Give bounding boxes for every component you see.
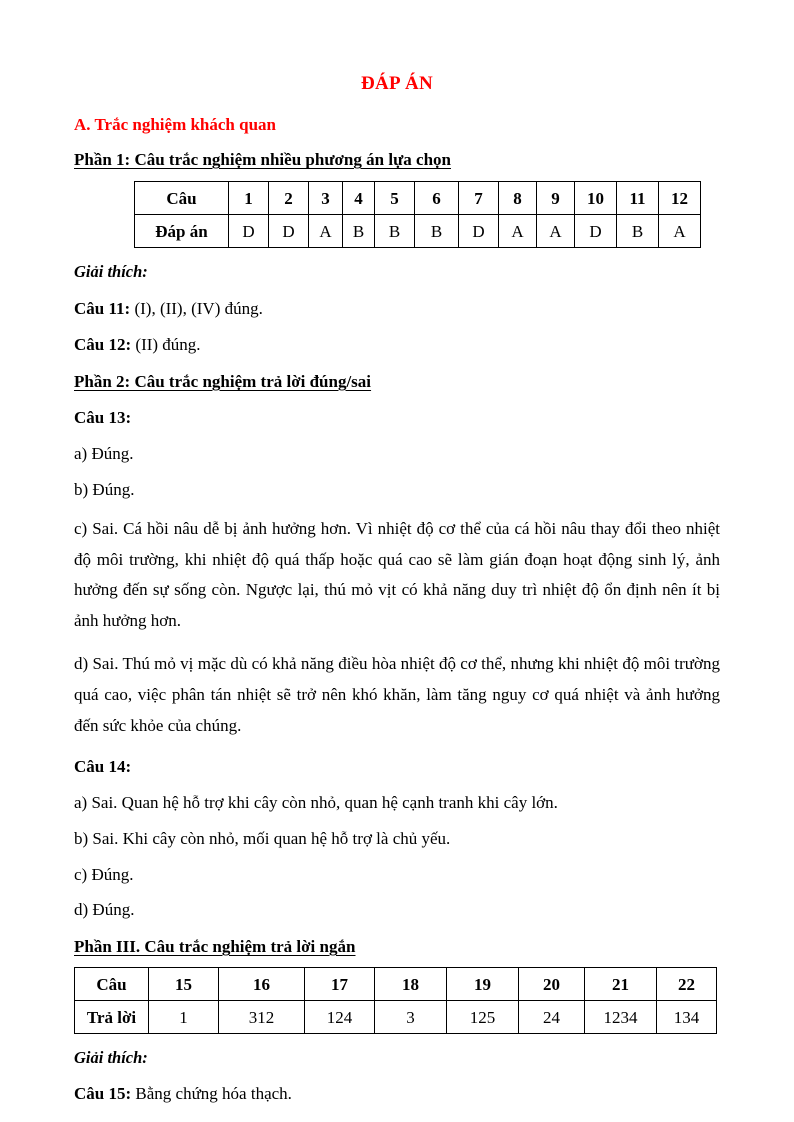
part1-row-label-cau: Câu [135, 182, 229, 215]
part1-a-9: A [537, 215, 575, 248]
part2-q13-item-c: c) Sai. Cá hồi nâu dễ bị ảnh hưởng hơn. Vì nhiệt độ cơ thể của cá hồi nâu thay đổi theo nhiệt độ môi trường, khi nhiệt độ quá thấp hoặc quá cao sẽ làm gián đoạn hoạt động sinh lý, ảnh hưởng đến sự sống còn. Ngược lại, thú mỏ vịt có khả năng duy trì nhiệt độ ổn định nên ít bị ảnh hưởng hơn. [74, 518, 720, 631]
part1-explanation-cau12-text: (II) đúng. [131, 335, 201, 355]
part1-q-6: 6 [415, 182, 459, 215]
part3-a-19: 125 [447, 1001, 519, 1034]
part1-a-2: D [269, 215, 309, 248]
table-row [135, 215, 701, 248]
part1-explanation-cau12-label: Câu 12: [74, 335, 132, 355]
part1-a-11: B [617, 215, 659, 248]
part1-heading [74, 149, 720, 171]
part1-q-2: 2 [269, 182, 309, 215]
part1-answer-table [134, 181, 701, 248]
document-title: ĐÁP ÁN [361, 73, 433, 94]
part1-table-wrapper [74, 181, 720, 248]
part3-q-22: 22 [657, 968, 717, 1001]
part3-q-20: 20 [519, 968, 585, 1001]
part3-a-20: 24 [519, 1001, 585, 1034]
part3-answer-table [74, 967, 717, 1034]
part1-a-6: B [415, 215, 459, 248]
part1-explain-label: Giải thích: [74, 262, 148, 282]
part1-q-11: 11 [617, 182, 659, 215]
part1-a-5: B [375, 215, 415, 248]
part3-q-16: 16 [219, 968, 305, 1001]
part2-heading [74, 371, 720, 393]
part1-explanation-cau11-text: (I), (II), (IV) đúng. [130, 298, 263, 318]
part1-explanation-cau11-label: Câu 11: [74, 298, 131, 318]
part3-a-17: 124 [305, 1001, 375, 1034]
part2-q14-item-d: d) Đúng. [74, 900, 135, 920]
part3-table-wrapper [74, 967, 720, 1034]
part1-a-8: A [499, 215, 537, 248]
part3-explanation-cau15-text: Bằng chứng hóa thạch. [131, 1084, 292, 1104]
part3-row-label-traloi: Trả lời [75, 1001, 149, 1034]
part3-explanation-cau15-label: Câu 15: [74, 1084, 132, 1104]
part1-a-7: D [459, 215, 499, 248]
part1-a-12: A [659, 215, 701, 248]
part3-q-18: 18 [375, 968, 447, 1001]
part3-row-label-cau: Câu [75, 968, 149, 1001]
part3-heading [74, 936, 720, 958]
part1-explanation-cau12 [74, 333, 720, 357]
part1-q-9: 9 [537, 182, 575, 215]
part1-q-8: 8 [499, 182, 537, 215]
part3-explain-label: Giải thích: [74, 1048, 148, 1068]
part2-q14-item-b: b) Sai. Khi cây còn nhỏ, mối quan hệ hỗ trợ là chủ yếu. [74, 828, 451, 848]
part1-q-10: 10 [575, 182, 617, 215]
part3-a-22: 134 [657, 1001, 717, 1034]
part3-explanation-cau15 [74, 1082, 720, 1106]
part2-q14-item-a: a) Sai. Quan hệ hỗ trợ khi cây còn nhỏ, quan hệ cạnh tranh khi cây lớn. [74, 792, 558, 812]
part3-a-21: 1234 [585, 1001, 657, 1034]
table-row [75, 1001, 717, 1034]
part3-heading-text: Phần III. Câu trắc nghiệm trả lời ngắn [74, 937, 356, 957]
part1-explanation-cau11 [74, 297, 720, 321]
part2-q14-item-c: c) Đúng. [74, 864, 134, 884]
part1-a-10: D [575, 215, 617, 248]
part1-q-7: 7 [459, 182, 499, 215]
part3-q-15: 15 [149, 968, 219, 1001]
table-row [135, 182, 701, 215]
part1-a-1: D [229, 215, 269, 248]
part2-question-14-head: Câu 14: [74, 757, 132, 777]
table-row [75, 968, 717, 1001]
part3-a-18: 3 [375, 1001, 447, 1034]
part1-q-4: 4 [343, 182, 375, 215]
part2-q13-item-a: a) Đúng. [74, 443, 134, 463]
part3-q-17: 17 [305, 968, 375, 1001]
part3-a-15: 1 [149, 1001, 219, 1034]
part1-q-3: 3 [309, 182, 343, 215]
part1-heading-text: Phần 1: Câu trắc nghiệm nhiều phương án lựa chọn [74, 150, 451, 170]
part1-row-label-dapan: Đáp án [135, 215, 229, 248]
part1-q-12: 12 [659, 182, 701, 215]
part3-a-16: 312 [219, 1001, 305, 1034]
part1-q-1: 1 [229, 182, 269, 215]
part2-question-13-head: Câu 13: [74, 408, 132, 428]
part3-q-19: 19 [447, 968, 519, 1001]
part2-heading-text: Phần 2: Câu trắc nghiệm trả lời đúng/sai [74, 372, 372, 392]
part1-q-5: 5 [375, 182, 415, 215]
part2-q13-item-d: d) Sai. Thú mỏ vị mặc dù có khả năng điều hòa nhiệt độ cơ thể, nhưng khi nhiệt độ môi trường quá cao, việc phân tán nhiệt sẽ trở nên khó khăn, làm tăng nguy cơ quá nhiệt và ảnh hưởng đến sức khỏe của chúng. [74, 654, 720, 736]
section-a-heading: A. Trắc nghiệm khách quan [74, 114, 276, 134]
part1-a-3: A [309, 215, 343, 248]
part1-a-4: B [343, 215, 375, 248]
part2-q13-item-b: b) Đúng. [74, 479, 135, 499]
part3-q-21: 21 [585, 968, 657, 1001]
